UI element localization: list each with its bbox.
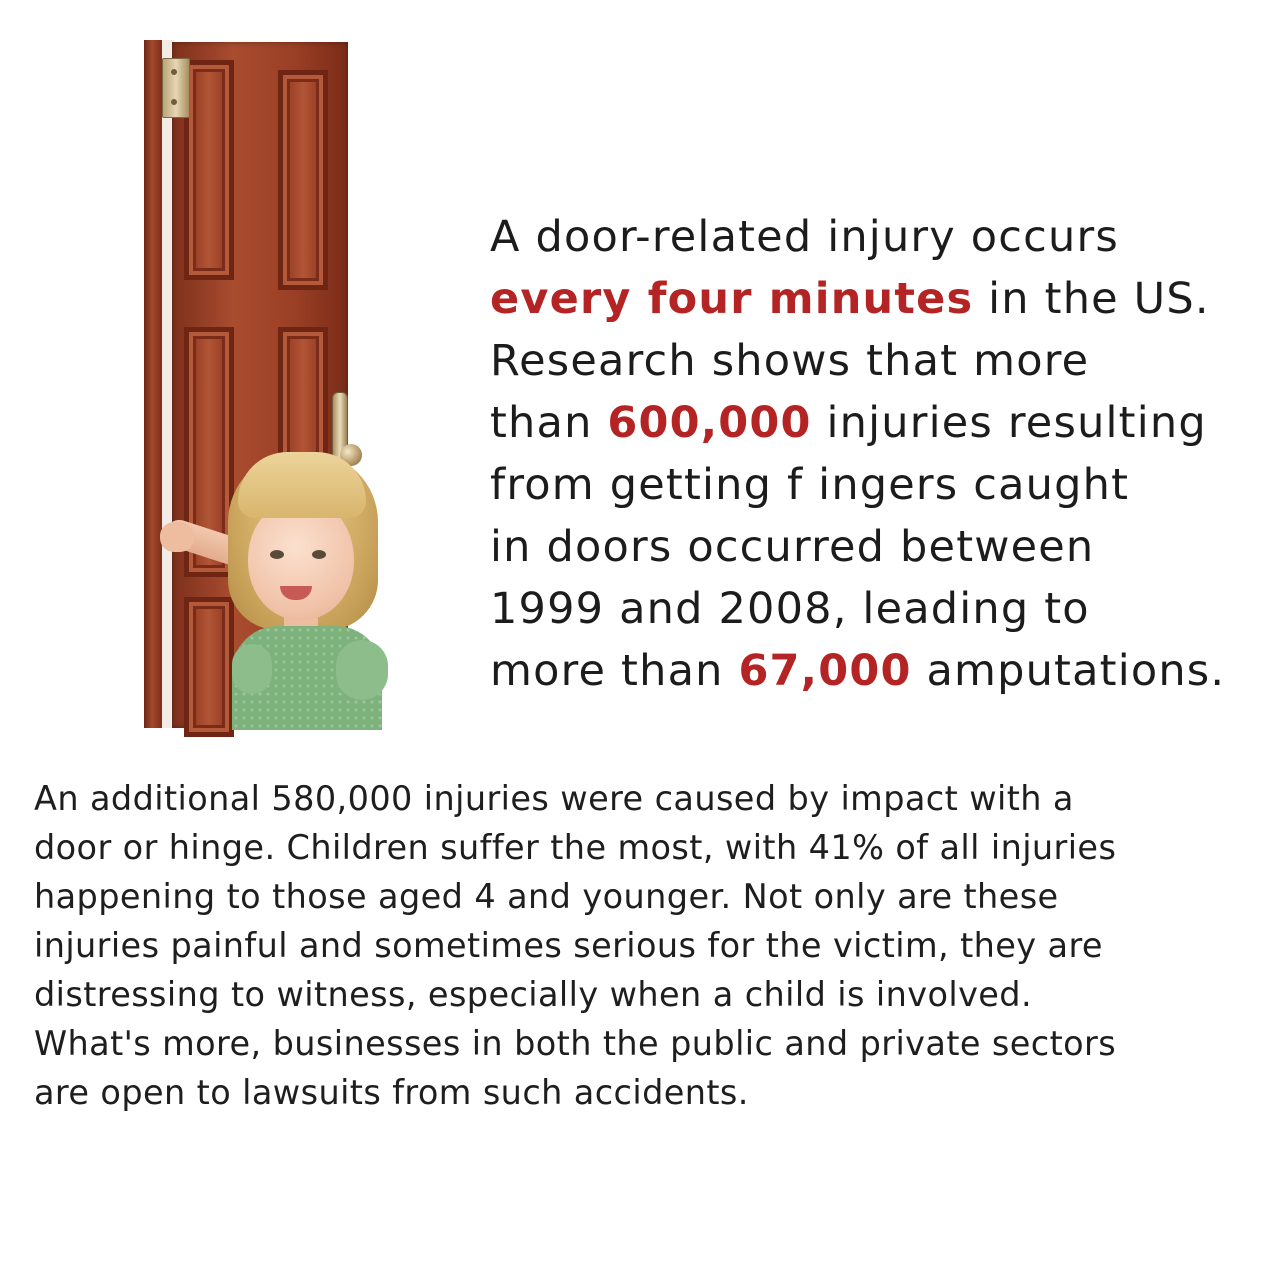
body-line: injuries painful and sometimes serious for the victim, they are bbox=[34, 926, 1103, 965]
highlight-amputation-count: 67,000 bbox=[738, 646, 912, 696]
child-eye-right bbox=[312, 550, 326, 559]
body-line: happening to those aged 4 and younger. Not only are these bbox=[34, 877, 1059, 916]
body-line: An additional 580,000 injuries were caused by impact with a bbox=[34, 779, 1074, 818]
headline-fragment: injuries resulting bbox=[811, 398, 1207, 448]
headline-fragment: in the US. bbox=[973, 274, 1210, 324]
headline-line: in doors occurred between bbox=[490, 522, 1095, 572]
highlight-frequency: every four minutes bbox=[490, 274, 974, 324]
child-eye-left bbox=[270, 550, 284, 559]
highlight-injury-count: 600,000 bbox=[607, 398, 812, 448]
headline-fragment: amputations. bbox=[911, 646, 1226, 696]
headline-fragment: more than bbox=[490, 646, 739, 696]
headline-line: 1999 and 2008, leading to bbox=[490, 584, 1090, 634]
headline-line bbox=[490, 268, 1280, 330]
headline-line bbox=[490, 392, 1280, 454]
body-line: What's more, businesses in both the public and private sectors bbox=[34, 1024, 1117, 1063]
body-line: are open to lawsuits from such accidents. bbox=[34, 1073, 749, 1112]
child-hand bbox=[160, 522, 194, 552]
headline-statistic bbox=[490, 206, 1280, 702]
headline-line: A door-related injury occurs bbox=[490, 212, 1119, 262]
headline-fragment: than bbox=[490, 398, 608, 448]
child-sleeve-right bbox=[336, 640, 388, 700]
headline-line bbox=[490, 640, 1280, 702]
child-sleeve-left bbox=[232, 644, 272, 694]
child-bangs bbox=[238, 452, 366, 518]
door-child-illustration bbox=[140, 40, 390, 730]
headline-line: Research shows that more bbox=[490, 336, 1090, 386]
body-paragraph bbox=[34, 774, 1264, 1117]
headline-line: from getting f ingers caught bbox=[490, 460, 1130, 510]
body-line: distressing to witness, especially when a child is involved. bbox=[34, 975, 1033, 1014]
body-line: door or hinge. Children suffer the most, with 41% of all injuries bbox=[34, 828, 1117, 867]
child-figure bbox=[140, 40, 390, 730]
